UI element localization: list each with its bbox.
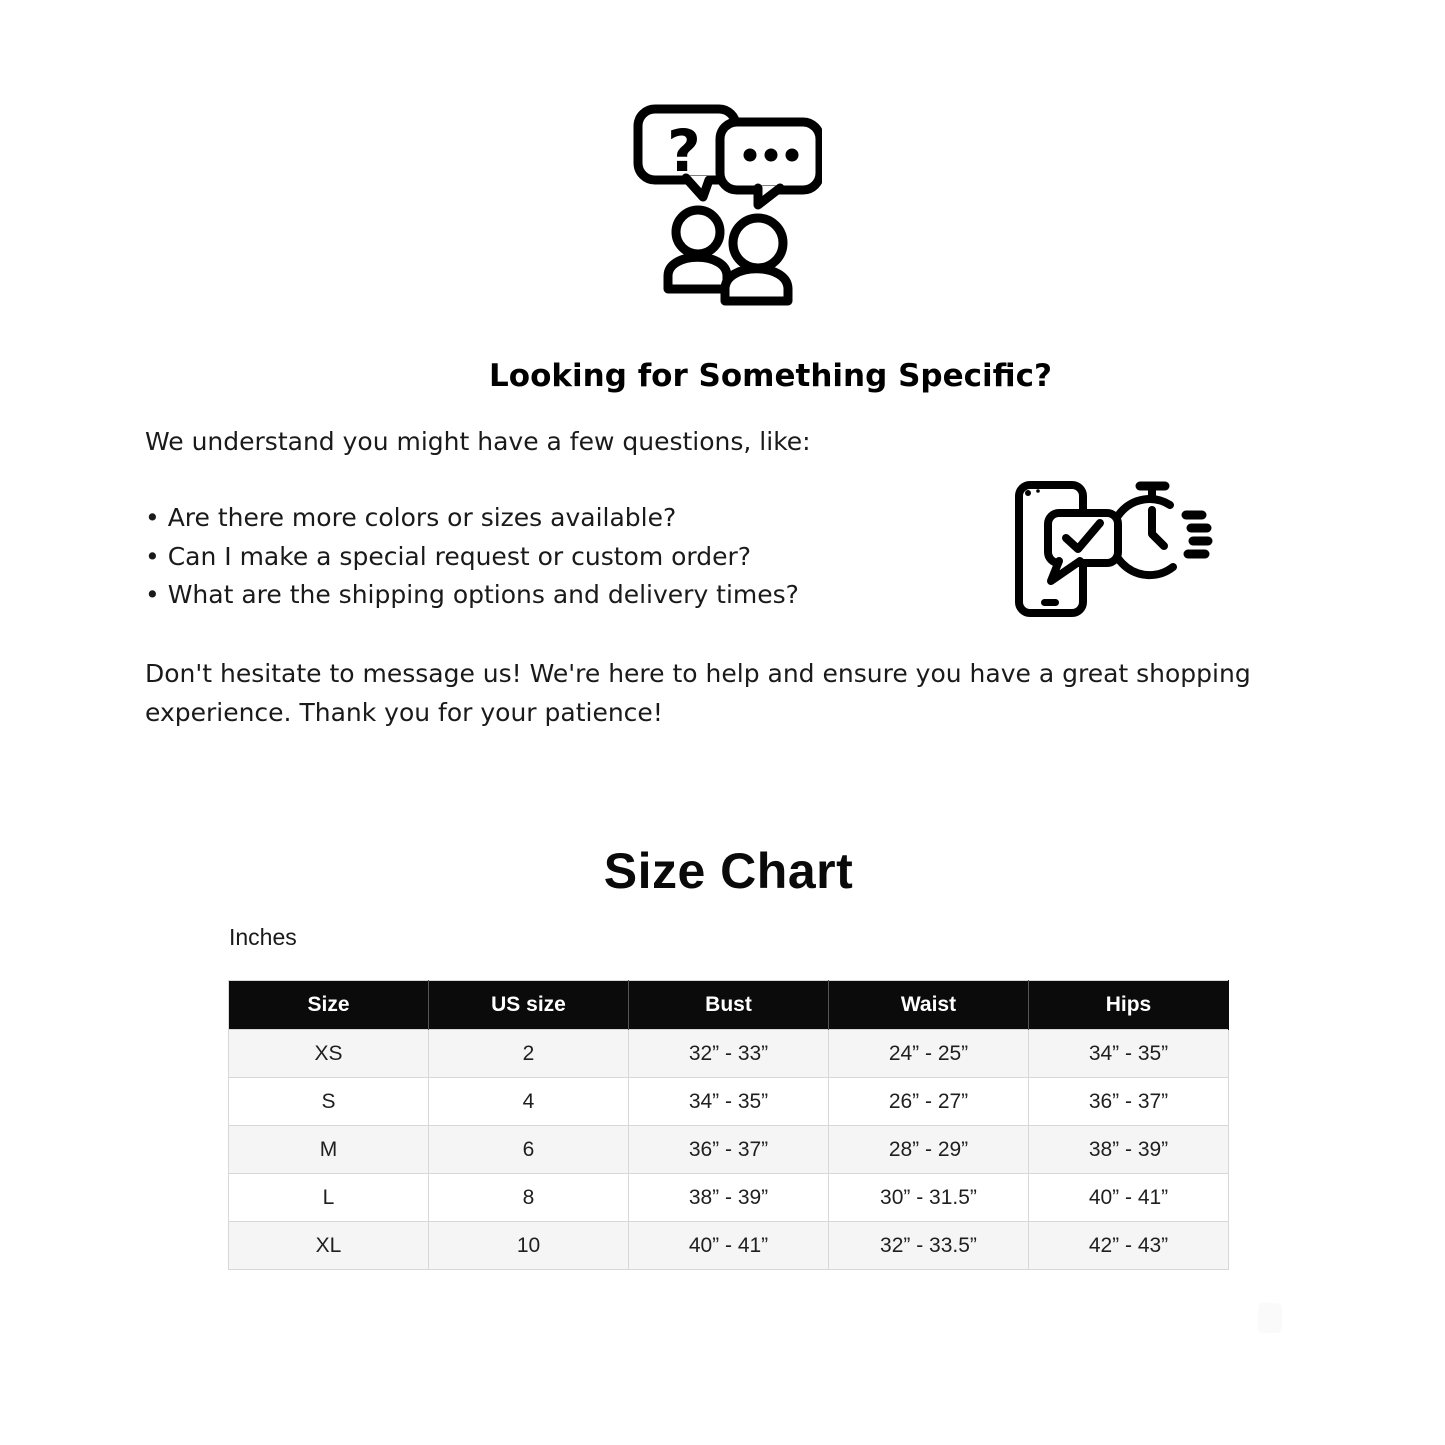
table-cell: M	[229, 1126, 429, 1174]
intro-lead-text: We understand you might have a few questions, like:	[145, 427, 811, 456]
table-cell: 26” - 27”	[829, 1078, 1029, 1126]
svg-text:?: ?	[667, 117, 701, 185]
table-cell: 34” - 35”	[1029, 1030, 1229, 1078]
size-table-body	[229, 1030, 1229, 1270]
phone-message-stopwatch-icon	[1010, 476, 1215, 622]
table-cell: XL	[229, 1222, 429, 1270]
table-cell: 36” - 37”	[629, 1126, 829, 1174]
table-cell: L	[229, 1174, 429, 1222]
table-cell: 2	[429, 1030, 629, 1078]
table-row	[229, 1030, 1229, 1078]
size-chart-table	[228, 980, 1229, 1270]
closing-text: Don't hesitate to message us! We're here to help and ensure you have a great shopping experience. Thank you for your patience!	[145, 659, 1251, 727]
table-cell: XS	[229, 1030, 429, 1078]
column-header: Bust	[629, 981, 829, 1030]
table-row	[229, 1222, 1229, 1270]
chat-people-icon	[632, 102, 822, 314]
question-list	[145, 499, 799, 615]
table-cell: 10	[429, 1222, 629, 1270]
table-cell: 32” - 33”	[629, 1030, 829, 1078]
table-row	[229, 1174, 1229, 1222]
table-row	[229, 1126, 1229, 1174]
units-label: Inches	[229, 924, 297, 950]
table-row	[229, 1078, 1229, 1126]
column-header: Size	[229, 981, 429, 1030]
table-cell: 8	[429, 1174, 629, 1222]
question-bullet: • What are the shipping options and delivery times?	[145, 580, 799, 609]
size-chart-title: Size Chart	[603, 843, 854, 899]
table-cell: 24” - 25”	[829, 1030, 1029, 1078]
table-cell: 28” - 29”	[829, 1126, 1029, 1174]
table-cell: S	[229, 1078, 429, 1126]
question-bullet: • Are there more colors or sizes available?	[145, 503, 677, 532]
table-cell: 38” - 39”	[629, 1174, 829, 1222]
question-bullet: • Can I make a special request or custom order?	[145, 541, 752, 571]
table-cell: 40” - 41”	[629, 1222, 829, 1270]
table-cell: 36” - 37”	[1029, 1078, 1229, 1126]
table-cell: 6	[429, 1126, 629, 1174]
table-cell: 34” - 35”	[629, 1078, 829, 1126]
table-cell: 40” - 41”	[1029, 1174, 1229, 1222]
table-cell: 30” - 31.5”	[829, 1174, 1029, 1222]
faint-watermark	[1258, 1303, 1282, 1333]
size-table-header-row	[229, 981, 1229, 1030]
column-header: Waist	[829, 981, 1029, 1030]
table-cell: 38” - 39”	[1029, 1126, 1229, 1174]
column-header: US size	[429, 981, 629, 1030]
table-cell: 42” - 43”	[1029, 1222, 1229, 1270]
table-cell: 32” - 33.5”	[829, 1222, 1029, 1270]
table-cell: 4	[429, 1078, 629, 1126]
page-title: Looking for Something Specific?	[489, 358, 1052, 394]
column-header: Hips	[1029, 981, 1229, 1030]
